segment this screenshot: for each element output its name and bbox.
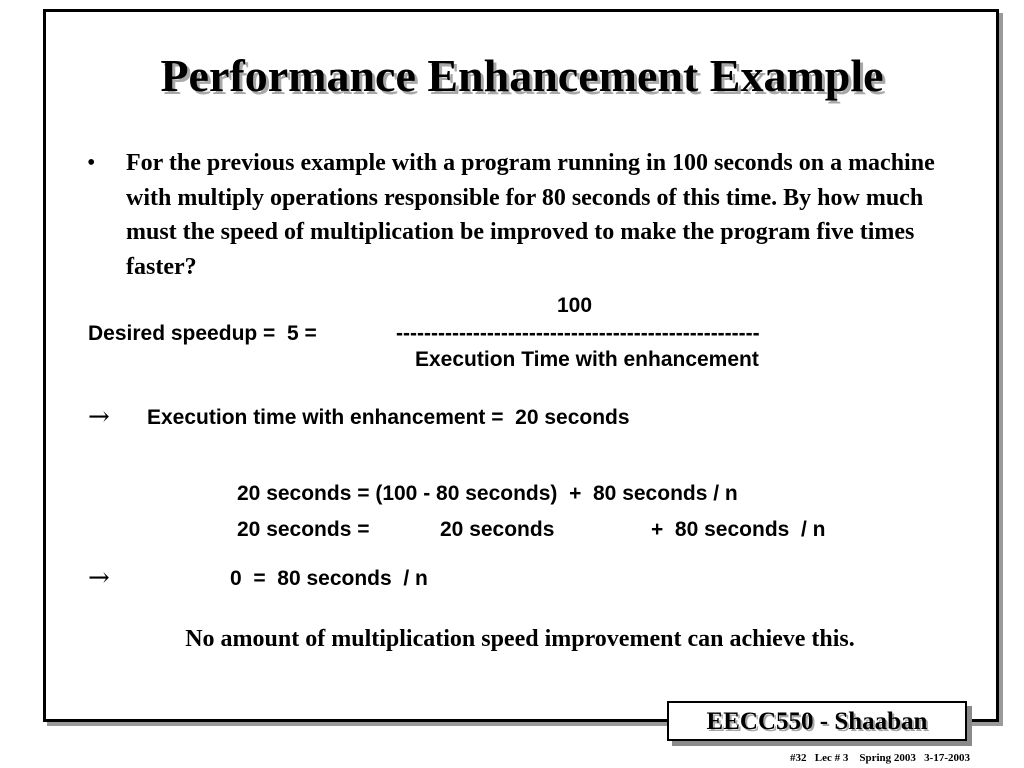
course-footer-box bbox=[667, 701, 967, 741]
equation-line-3-mid: 20 seconds bbox=[440, 518, 555, 541]
equation-denominator: Execution Time with enhancement bbox=[415, 348, 759, 371]
implies-arrow-icon: → bbox=[88, 402, 110, 432]
course-footer-label: EECC550 - Shaaban bbox=[706, 708, 928, 735]
bullet-text: For the previous example with a program running in 100 seconds on a machine with multiply operations responsible for 80 seconds of this time. By how much must the speed of multiplication be improved to make the program five times faster? bbox=[126, 150, 935, 280]
slide-meta: #32 Lec # 3 Spring 2003 3-17-2003 bbox=[790, 752, 970, 764]
bullet-item bbox=[87, 146, 967, 284]
bullet-marker: • bbox=[87, 150, 96, 176]
slide-title: Performance Enhancement Example bbox=[160, 50, 884, 101]
equation-line-2: 20 seconds = (100 - 80 seconds) + 80 seconds / n bbox=[237, 482, 738, 505]
equation-line-3-lhs: 20 seconds = bbox=[237, 518, 370, 541]
equation-numerator: 100 bbox=[557, 294, 593, 317]
conclusion-text: No amount of multiplication speed improvement can achieve this. bbox=[185, 626, 855, 652]
equation-line-3-rhs: + 80 seconds / n bbox=[651, 518, 826, 541]
implies-arrow-icon-2: → bbox=[88, 563, 110, 593]
step-execution-time: Execution time with enhancement = 20 seconds bbox=[147, 406, 630, 429]
step-zero-equation: 0 = 80 seconds / n bbox=[230, 567, 428, 590]
equation-fraction-bar: ---------------------------------------------------- bbox=[396, 322, 760, 345]
equation-lhs: Desired speedup = 5 = bbox=[88, 322, 317, 345]
